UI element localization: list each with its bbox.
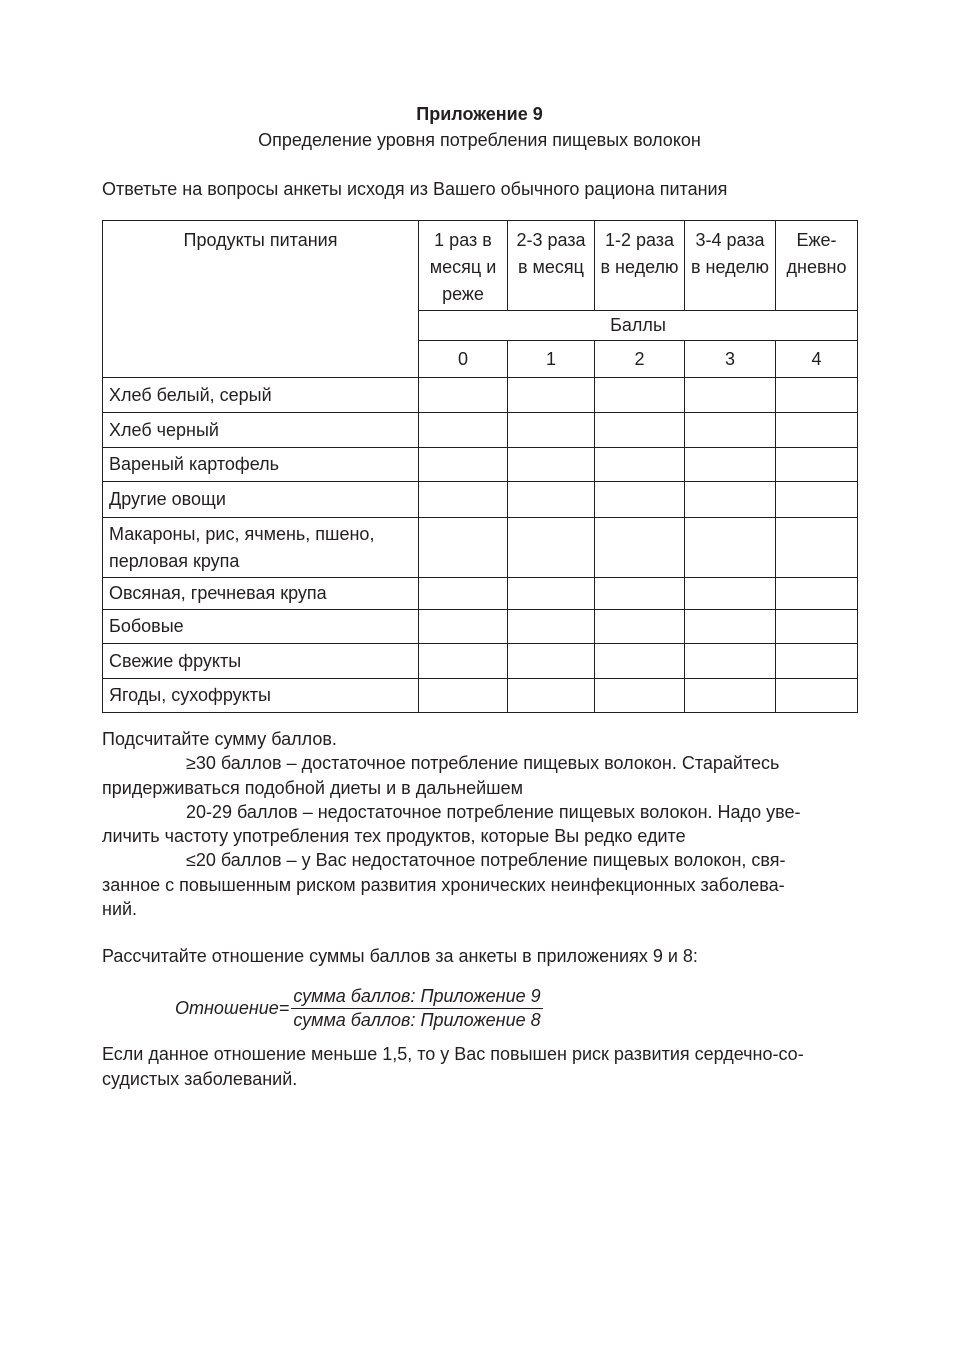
appendix-title: Приложение 9 [416, 104, 543, 124]
answer-cell[interactable] [419, 448, 508, 482]
score-2: 2 [595, 341, 685, 378]
ratio-denominator: сумма баллов: Приложение 8 [293, 1010, 541, 1030]
answer-cell[interactable] [776, 413, 858, 448]
answer-cell[interactable] [685, 679, 776, 713]
answer-cell[interactable] [419, 644, 508, 679]
level-high-line-1: ≥30 баллов – достаточное потребление пищевых волокон. Старайтесь [186, 753, 780, 774]
answer-cell[interactable] [508, 518, 595, 578]
answer-cell[interactable] [685, 644, 776, 679]
row-label: Хлеб черный [103, 413, 419, 448]
table-row [103, 448, 858, 482]
freq-header-2-line-1: 1-2 раза [604, 230, 675, 250]
ratio-conclusion-line-1: Если данное отношение меньше 1,5, то у Вас повышен риск развития сердечно-со- [102, 1044, 804, 1064]
ratio-instruction: Рассчитайте отношение суммы баллов за анкеты в приложениях 9 и 8: [102, 946, 698, 966]
answer-cell[interactable] [595, 610, 685, 644]
freq-header-1-line-2: в месяц [517, 257, 584, 277]
fiber-questionnaire-table [102, 220, 858, 713]
row-label-line-1: Макароны, рис, ячмень, пшено, [109, 523, 375, 544]
row-label: Овсяная, гречневая крупа [103, 578, 419, 610]
row-label [103, 518, 419, 578]
level-mid-line-2: личить частоту употребления тех продуктов, которые Вы редко едите [102, 826, 686, 847]
answer-cell[interactable] [508, 610, 595, 644]
answer-cell[interactable] [508, 679, 595, 713]
answer-cell[interactable] [595, 679, 685, 713]
freq-header-4-line-2: дневно [786, 257, 847, 277]
row-label-line-2: перловая крупа [109, 550, 240, 571]
level-low-line-3: ний. [102, 899, 138, 920]
ratio-numerator: сумма баллов: Приложение 9 [291, 986, 542, 1009]
answer-cell[interactable] [776, 578, 858, 610]
freq-header-3 [685, 221, 776, 311]
answer-cell[interactable] [595, 518, 685, 578]
table-row [103, 482, 858, 518]
answer-cell[interactable] [595, 378, 685, 413]
scoring-section [102, 727, 857, 921]
score-3: 3 [685, 341, 776, 378]
ratio-formula [175, 986, 543, 1031]
answer-cell[interactable] [776, 448, 858, 482]
answer-cell[interactable] [508, 413, 595, 448]
row-label: Другие овощи [103, 482, 419, 518]
questionnaire-instruction: Ответьте на вопросы анкеты исходя из Вашего обычного рациона питания [102, 179, 728, 199]
row-label: Вареный картофель [103, 448, 419, 482]
answer-cell[interactable] [685, 378, 776, 413]
table-row [103, 610, 858, 644]
freq-header-4 [776, 221, 858, 311]
level-low-line-2: занное с повышенным риском развития хронических неинфекционных заболева- [102, 874, 785, 895]
answer-cell[interactable] [508, 482, 595, 518]
answer-cell[interactable] [776, 644, 858, 679]
answer-cell[interactable] [685, 482, 776, 518]
ratio-label: Отношение= [175, 998, 290, 1018]
answer-cell[interactable] [776, 610, 858, 644]
table-row [103, 378, 858, 413]
answer-cell[interactable] [419, 518, 508, 578]
freq-header-2-line-2: в неделю [600, 257, 679, 277]
level-mid-line-1: 20-29 баллов – недостаточное потребление пищевых волокон. Надо уве- [186, 801, 801, 822]
row-label: Свежие фрукты [103, 644, 419, 679]
freq-header-0-line-3: реже [442, 284, 484, 304]
row-label: Бобовые [103, 610, 419, 644]
level-low-line-1: ≤20 баллов – у Вас недостаточное потребление пищевых волокон, свя- [186, 850, 786, 871]
answer-cell[interactable] [508, 448, 595, 482]
answer-cell[interactable] [508, 378, 595, 413]
freq-header-3-line-1: 3-4 раза [695, 230, 765, 250]
ratio-conclusion [102, 1042, 857, 1091]
answer-cell[interactable] [776, 518, 858, 578]
table-row [103, 644, 858, 679]
answer-cell[interactable] [776, 482, 858, 518]
row-label: Хлеб белый, серый [103, 378, 419, 413]
freq-header-3-line-2: в неделю [690, 257, 770, 277]
appendix-subtitle: Определение уровня потребления пищевых волокон [258, 130, 701, 150]
freq-header-0-line-2: месяц и [429, 257, 497, 277]
score-1: 1 [508, 341, 595, 378]
answer-cell[interactable] [595, 644, 685, 679]
answer-cell[interactable] [685, 578, 776, 610]
answer-cell[interactable] [595, 482, 685, 518]
ratio-conclusion-line-2: судистых заболеваний. [102, 1068, 298, 1089]
table-row [103, 518, 858, 578]
freq-header-1-line-1: 2-3 раза [516, 230, 586, 250]
table-row [103, 413, 858, 448]
freq-header-0 [419, 221, 508, 311]
freq-header-1 [508, 221, 595, 311]
freq-header-2 [595, 221, 685, 311]
products-header: Продукты питания [103, 221, 419, 378]
level-high-line-2: придерживаться подобной диеты и в дальнейшем [102, 777, 523, 798]
answer-cell[interactable] [776, 679, 858, 713]
answer-cell[interactable] [419, 679, 508, 713]
score-4: 4 [776, 341, 858, 378]
answer-cell[interactable] [419, 413, 508, 448]
answer-cell[interactable] [776, 378, 858, 413]
score-0: 0 [419, 341, 508, 378]
answer-cell[interactable] [685, 518, 776, 578]
scores-header: Баллы [419, 311, 858, 341]
answer-cell[interactable] [595, 578, 685, 610]
answer-cell[interactable] [419, 610, 508, 644]
answer-cell[interactable] [685, 448, 776, 482]
answer-cell[interactable] [419, 482, 508, 518]
answer-cell[interactable] [508, 644, 595, 679]
answer-cell[interactable] [419, 378, 508, 413]
freq-header-0-line-1: 1 раз в [434, 230, 492, 250]
answer-cell[interactable] [595, 448, 685, 482]
answer-cell[interactable] [508, 578, 595, 610]
table-row [103, 679, 858, 713]
freq-header-4-line-1: Еже- [796, 230, 837, 250]
answer-cell[interactable] [685, 610, 776, 644]
answer-cell[interactable] [419, 578, 508, 610]
ratio-fraction [291, 986, 542, 1031]
row-label: Ягоды, сухофрукты [103, 679, 419, 713]
scoring-intro: Подсчитайте сумму баллов. [102, 729, 337, 749]
table-row [103, 578, 858, 610]
answer-cell[interactable] [685, 413, 776, 448]
answer-cell[interactable] [595, 413, 685, 448]
